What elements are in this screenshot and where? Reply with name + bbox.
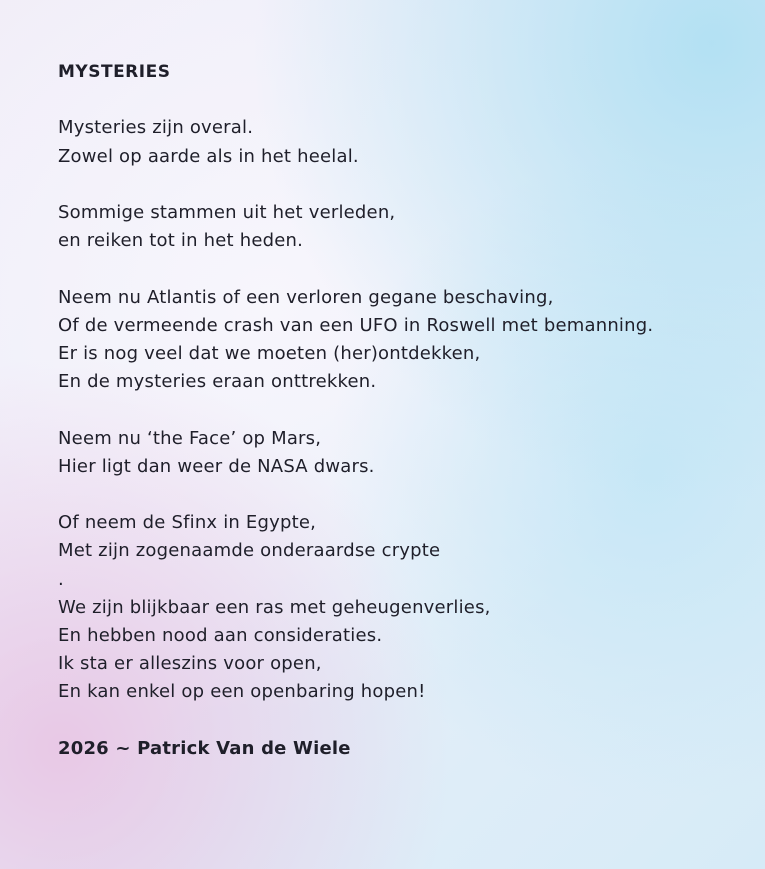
poem-signature: 2026 ~ Patrick Van de Wiele: [58, 737, 351, 759]
stanza-spacer: [58, 396, 718, 424]
poem-line: Of neem de Sfinx in Egypte,: [58, 512, 317, 534]
poem-line: Mysteries zijn overal.: [58, 117, 254, 139]
poem-line: Er is nog veel dat we moeten (her)ontdekken,: [58, 342, 481, 364]
poem-line: Of de vermeende crash van een UFO in Roswell met bemanning.: [58, 314, 654, 336]
stanza-spacer: [58, 86, 718, 114]
poem-line: Neem nu Atlantis of een verloren gegane beschaving,: [58, 286, 554, 308]
stanza-spacer: [58, 171, 718, 199]
poem-line: We zijn blijkbaar een ras met geheugenverlies,: [58, 596, 491, 618]
poem-line: En de mysteries eraan onttrekken.: [58, 371, 377, 393]
poem-line: En kan enkel op een openbaring hopen!: [58, 681, 426, 703]
poem-line: Neem nu ‘the Face’ op Mars,: [58, 427, 322, 449]
poem-line: En hebben nood aan consideraties.: [58, 624, 383, 646]
poem-line: Met zijn zogenaamde onderaardse crypte: [58, 540, 441, 562]
poem-line: Sommige stammen uit het verleden,: [58, 201, 396, 223]
stanza-spacer: [58, 255, 718, 283]
poem-line: .: [58, 568, 64, 590]
poem-line: Hier ligt dan weer de NASA dwars.: [58, 455, 375, 477]
poem-line: Zowel op aarde als in het heelal.: [58, 145, 359, 167]
poem-line: en reiken tot in het heden.: [58, 230, 304, 252]
stanza-spacer: [58, 481, 718, 509]
stanza-spacer: [58, 707, 718, 735]
poem-line: Ik sta er alleszins voor open,: [58, 653, 322, 675]
poem-title: MYSTERIES: [58, 62, 171, 82]
poem: [58, 58, 718, 763]
